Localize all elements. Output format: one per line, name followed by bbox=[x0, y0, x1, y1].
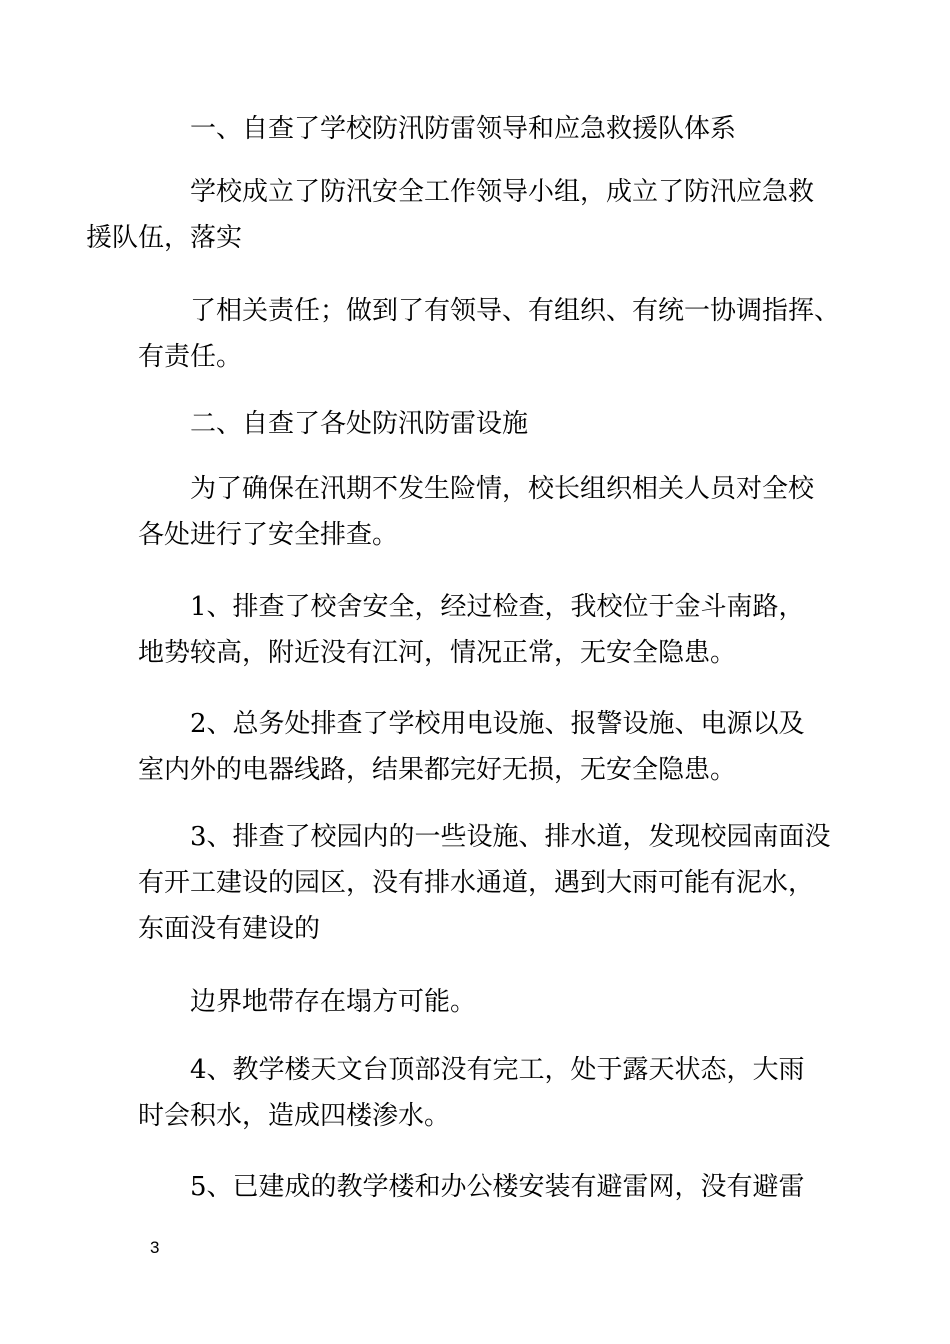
paragraph-line: 各处进行了安全排查。 bbox=[138, 520, 399, 550]
paragraph-4 bbox=[138, 584, 828, 676]
paragraph-line: 3、排查了校园内的一些设施、排水道，发现校园南面没 bbox=[190, 822, 831, 852]
paragraph-line: 5、已建成的教学楼和办公楼安装有避雷网，没有避雷 bbox=[190, 1172, 805, 1202]
paragraph-line: 有开工建设的园区，没有排水通道，遇到大雨可能有泥水， bbox=[138, 868, 815, 898]
paragraph-2 bbox=[138, 288, 841, 380]
paragraph-line: 为了确保在汛期不发生险情，校长组织相关人员对全校 bbox=[190, 474, 815, 504]
paragraph-line: 边界地带存在塌方可能。 bbox=[190, 987, 477, 1017]
paragraph-line: 有责任。 bbox=[138, 342, 243, 372]
paragraph-line: 一、自查了学校防汛防雷领导和应急救援队体系 bbox=[190, 114, 737, 144]
paragraph-line: 4、教学楼天文台顶部没有完工，处于露天状态，大雨 bbox=[190, 1055, 805, 1085]
paragraph-line: 2、总务处排查了学校用电设施、报警设施、电源以及 bbox=[190, 709, 805, 739]
paragraph-3 bbox=[138, 466, 828, 558]
paragraph-7 bbox=[138, 979, 828, 1025]
paragraph-line: 室内外的电器线路，结果都完好无损，无安全隐患。 bbox=[138, 755, 737, 785]
paragraph-line: 援队伍，落实 bbox=[86, 223, 243, 253]
paragraph-heading-2 bbox=[138, 401, 828, 447]
paragraph-line: 地势较高，附近没有江河，情况正常，无安全隐患。 bbox=[138, 638, 737, 668]
paragraph-line: 东面没有建设的 bbox=[138, 914, 321, 944]
paragraph-8 bbox=[138, 1047, 828, 1139]
paragraph-heading-1 bbox=[138, 106, 828, 152]
paragraph-line: 学校成立了防汛安全工作领导小组，成立了防汛应急救 bbox=[190, 177, 815, 207]
paragraph-line: 时会积水，造成四楼渗水。 bbox=[138, 1101, 451, 1131]
paragraph-1 bbox=[86, 169, 828, 261]
paragraph-6 bbox=[138, 814, 831, 952]
paragraph-line: 1、排查了校舍安全，经过检查，我校位于金斗南路， bbox=[190, 592, 805, 622]
paragraph-line: 二、自查了各处防汛防雷设施 bbox=[190, 409, 529, 439]
page-number: 3 bbox=[150, 1238, 160, 1257]
paragraph-9 bbox=[138, 1164, 828, 1210]
paragraph-5 bbox=[138, 701, 828, 793]
paragraph-line: 了相关责任；做到了有领导、有组织、有统一协调指挥、 bbox=[190, 296, 841, 326]
